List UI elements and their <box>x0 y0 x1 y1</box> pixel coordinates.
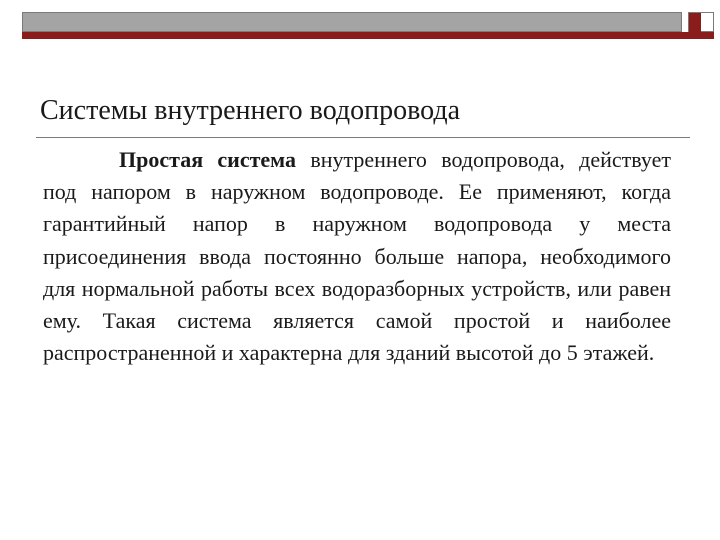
corner-square-decoration <box>688 12 714 32</box>
header-red-bar <box>22 32 714 39</box>
paragraph-text: внутреннего водопровода, действует под напором в наружном водопроводе. Ее применяют, когда гарантийный напор в наружном водопровода у места присоединения ввода постоянно больше напора, необходимого для нормальной работы всех водоразборных устройств, или равен ему. Такая система является самой простой и наиболее распространенной и характерна для зданий высотой до 5 этажей. <box>43 147 672 366</box>
corner-square-fill <box>689 13 701 33</box>
bold-lead-text: Простая система <box>119 147 297 172</box>
header-gray-bar <box>22 12 682 32</box>
title-divider <box>36 137 690 138</box>
body-paragraph <box>43 144 671 369</box>
slide-title: Системы внутреннего водопровода <box>40 95 461 126</box>
